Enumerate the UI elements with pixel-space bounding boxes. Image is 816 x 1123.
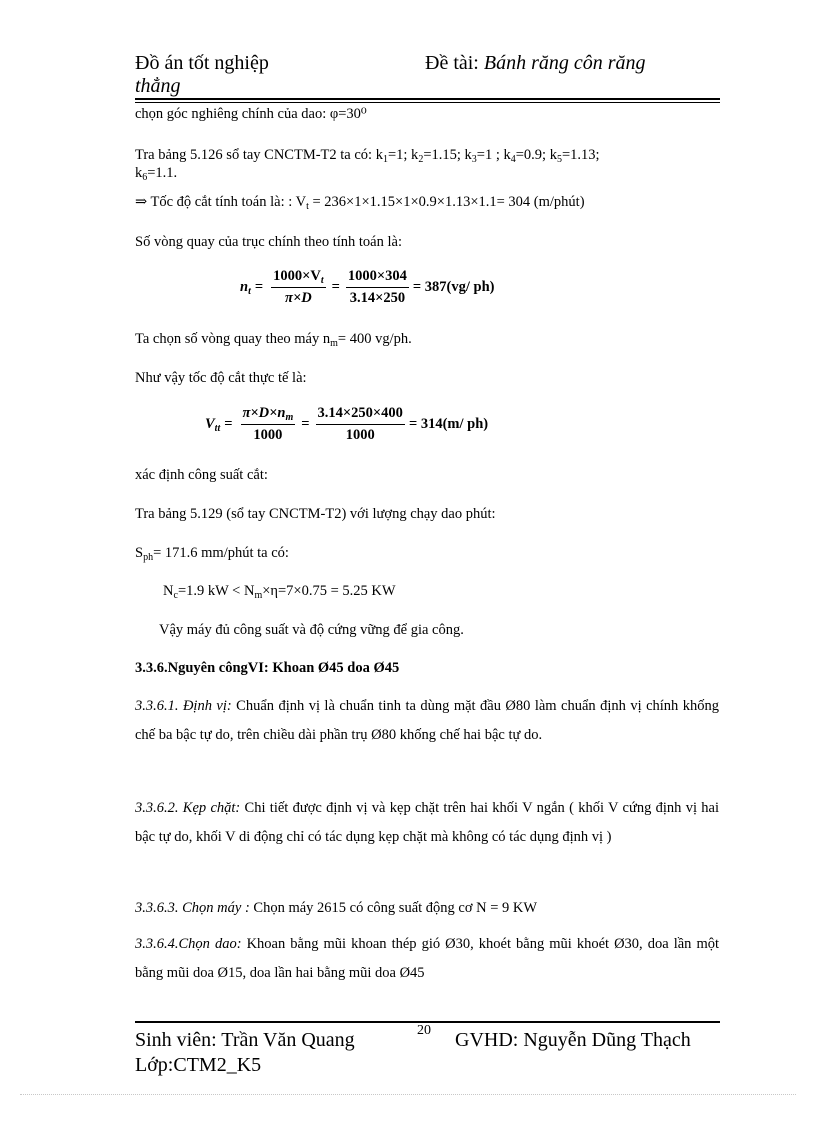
header-topic-title: Bánh răng côn răng (483, 52, 646, 74)
paragraph-tools-head: 3.3.6.4.Chọn dao: (135, 936, 242, 952)
coefficients-line: Tra bảng 5.126 sổ tay CNCTM-T2 ta có: $k_1=1$; $k_2=1.15$; $k_3=1$ ; $k_4=0.9$; $k_5=1.13$; (135, 147, 600, 165)
header-topic (425, 52, 646, 74)
machine-speed-line: Ta chọn số vòng quay theo máy $n_m= 400$ vg/ph. (135, 331, 412, 349)
eq2-lhs: $V_{tt}$ (205, 416, 221, 434)
header-rule-top (135, 98, 720, 100)
paragraph-clamping-head: 3.3.6.2. Kẹp chặt: (135, 800, 241, 816)
paragraph-machine: 3.3.6.3. Chọn máy : Chọn máy 2615 có công suất động cơ N = 9 KW (135, 900, 538, 916)
paragraph-clamping: 3.3.6.2. Kẹp chặt: Chi tiết được định vị và kẹp chặt trên hai khối V ngắn ( khối V cứng định vị hai bậc tự do, khối V di động chỉ có tác dụng kẹp chặt mà không có tác dụng định vị ) (135, 800, 719, 845)
conclusion-line: Vậy máy đủ công suất và độ cứng vững để gia công. (159, 622, 464, 638)
spindle-speed-intro: Số vòng quay của trục chính theo tính toán là: (135, 234, 402, 250)
eq2-result: = 314(m/ ph) (408, 416, 489, 432)
feed-rate-line: $S_{ph}= 171.6$ mm/phút ta có: (135, 545, 289, 563)
actual-speed-intro: Như vậy tốc độ cắt thực tế là: (135, 370, 307, 386)
paragraph-machine-head: 3.3.6.3. Chọn máy : (135, 900, 250, 916)
table-reference-line: Tra bảng 5.129 (sổ tay CNCTM-T2) với lượng chạy dao phút: (135, 506, 496, 522)
eq1-fraction-2: $\frac{1000\times 304}{3.14\times 250}$ (347, 268, 407, 306)
header-topic-label: Đề tài: (425, 52, 484, 74)
cutting-angle-line: chọn góc nghiêng chính của dao: φ=30⁰ (135, 106, 367, 122)
footer-student: Sinh viên: Trần Văn Quang (135, 1029, 355, 1051)
cutting-power-heading: xác định công suất cắt: (135, 467, 268, 483)
page-number: 20 (417, 1023, 431, 1038)
paragraph-tools: 3.3.6.4.Chọn dao: Khoan bằng mũi khoan thép gió Ø30, khoét bằng mũi khoét Ø30, doa lần một bằng mũi doa Ø15, doa lần hai bằng mũi doa Ø45 (135, 936, 720, 981)
header-rule-bottom (135, 102, 720, 103)
paragraph-positioning-head: 3.3.6.1. Định vị: (135, 698, 232, 714)
equation-spindle-speed: $n_t$ = $\frac{1000\times V_t}{\pi\times D}$ = $\frac{1000\times 304}{3.14\times 250}$ = 387(vg/ ph) (240, 268, 495, 306)
page-bottom-divider (20, 1094, 796, 1095)
paragraph-positioning: 3.3.6.1. Định vị: Chuẩn định vị là chuẩn tinh ta dùng mặt đầu Ø80 làm chuẩn định vị chính khống chế ba bậc tự do, trên chiều dài phần trụ Ø80 khống chế hai bậc tự do. (135, 698, 719, 743)
footer-advisor: GVHD: Nguyễn Dũng Thạch (455, 1029, 691, 1051)
eq2-fraction-2: $\frac{3.14\times 250\times 400}{1000}$ (317, 405, 403, 443)
eq1-fraction-1: $\frac{1000\times V_t}{\pi\times D}$ (273, 268, 324, 306)
header-doc-type: Đồ án tốt nghiệp (135, 52, 269, 74)
power-comparison-line: $N_c=1.9$ kW < $N_m\times\eta=7\times 0.75 = 5.25$ KW (163, 583, 396, 601)
header-topic-title-continued: thẳng (135, 75, 181, 97)
eq1-result: = 387(vg/ ph) (412, 279, 495, 295)
eq1-lhs: $n_t$ (240, 279, 251, 297)
coefficient-k6: $k_6=1.1$. (135, 165, 178, 183)
eq2-fraction-1: $\frac{\pi\times D\times n_m}{1000}$ (242, 405, 294, 443)
calculated-speed-line: ⇒ Tốc độ cắt tính toán là: : $V_t = 236\times 1\times 1.15\times 1\times 0.9\times 1.13\times 1.1= 304$ (m/phút) (135, 194, 585, 212)
section-heading: 3.3.6.Nguyên côngVI: Khoan Ø45 doa Ø45 (135, 660, 400, 676)
footer-class: Lớp:CTM2_K5 (135, 1054, 262, 1076)
equation-actual-speed: $V_{tt}$ = $\frac{\pi\times D\times n_m}{1000}$ = $\frac{3.14\times 250\times 400}{1000}$ = 314(m/ ph) (205, 405, 489, 443)
